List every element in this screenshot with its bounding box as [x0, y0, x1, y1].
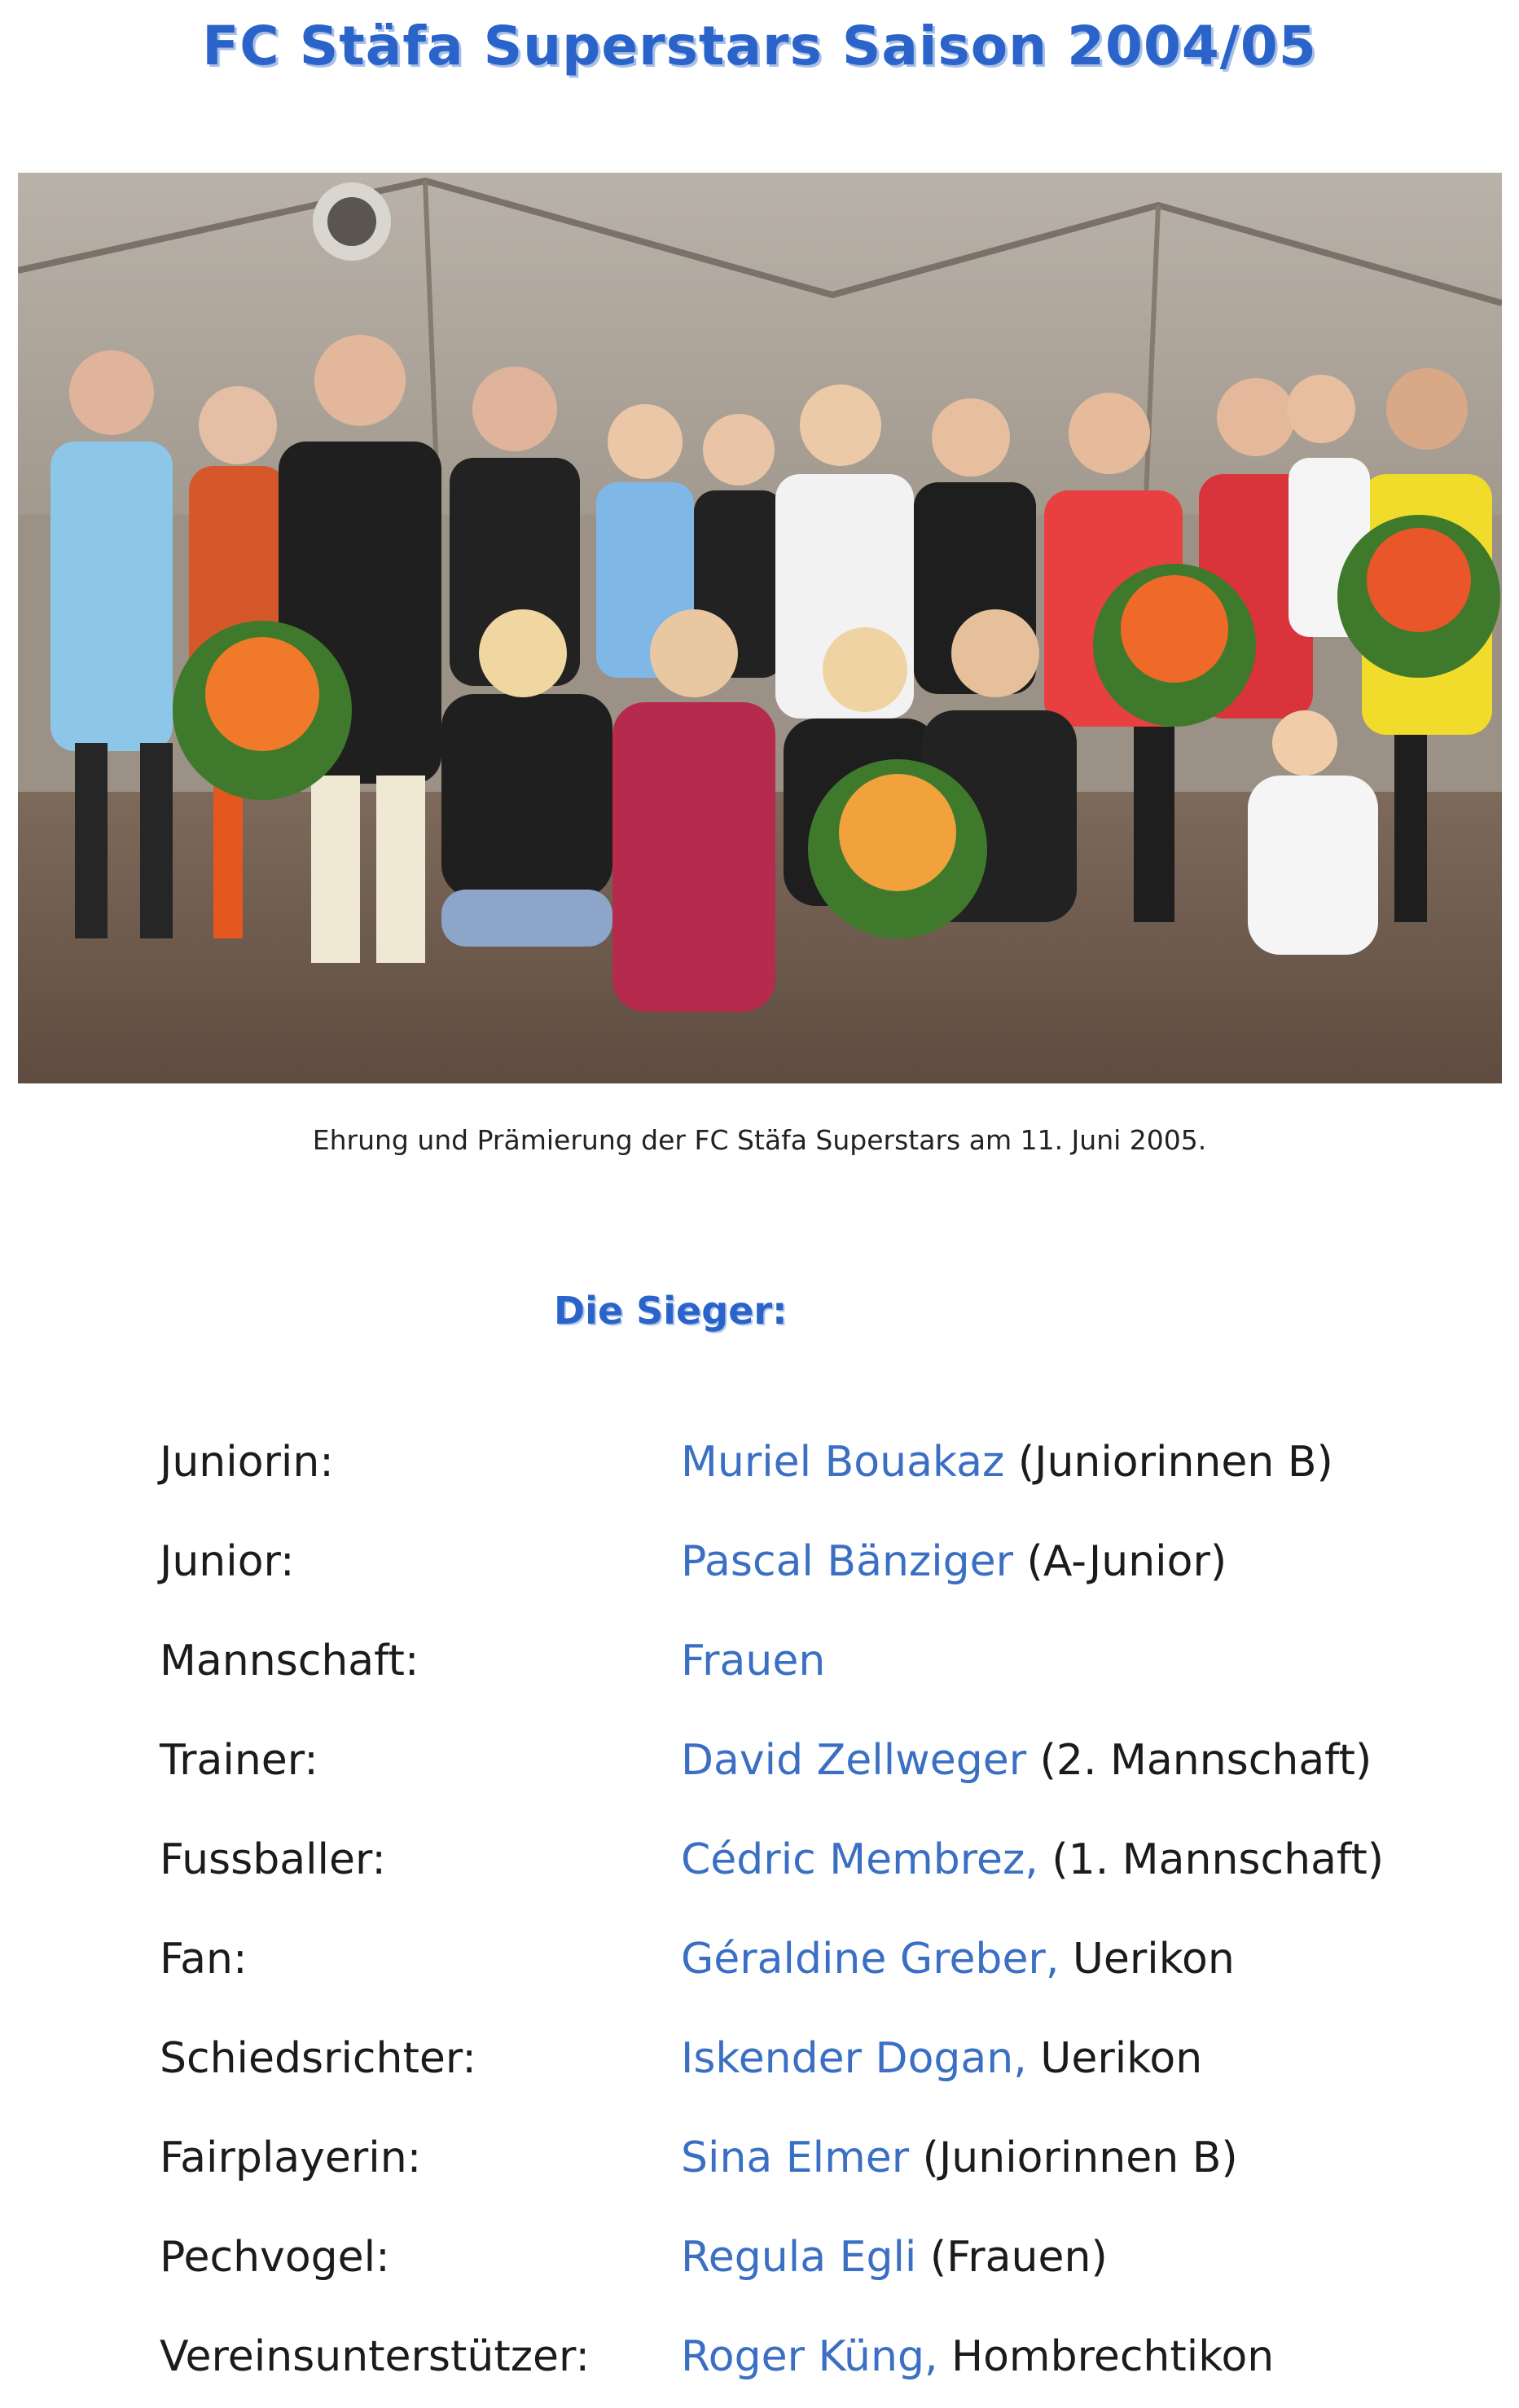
- winner-name: Géraldine Greber,: [681, 1935, 1060, 1984]
- winner-name: Regula Egli: [681, 2233, 917, 2282]
- award-winner: [681, 1430, 1333, 1495]
- winner-detail: Uerikon: [1026, 2034, 1203, 2083]
- award-row: [160, 1628, 1495, 1694]
- winner-detail: (2. Mannschaft): [1026, 1736, 1372, 1785]
- award-row: [160, 2225, 1495, 2290]
- winner-detail: (1. Mannschaft): [1038, 1835, 1385, 1884]
- award-winner: [681, 2026, 1202, 2091]
- award-winner: [681, 2324, 1274, 2389]
- award-winner: [681, 1529, 1227, 1594]
- award-row: [160, 2125, 1495, 2190]
- award-category: Fussballer:: [160, 1835, 386, 1884]
- award-row: [160, 1529, 1495, 1594]
- award-category: Fairplayerin:: [160, 2133, 422, 2182]
- award-winner: [681, 1927, 1235, 1992]
- winner-detail: Uerikon: [1059, 1935, 1235, 1984]
- winner-name: Sina Elmer: [681, 2133, 910, 2182]
- award-category: Mannschaft:: [160, 1637, 419, 1685]
- winners-heading: Die Sieger:: [554, 1289, 788, 1333]
- winner-detail: Hombrechtikon: [937, 2332, 1275, 2381]
- winner-detail: (Juniorinnen B): [909, 2133, 1238, 2182]
- award-category: Schiedsrichter:: [160, 2034, 476, 2083]
- award-row: [160, 2026, 1495, 2091]
- team-photo: [18, 173, 1502, 1083]
- award-category: Junior:: [160, 1537, 295, 1586]
- winner-detail: (A-Junior): [1013, 1537, 1227, 1586]
- award-category: Trainer:: [160, 1736, 318, 1785]
- award-winner: [681, 2125, 1238, 2190]
- award-category: Fan:: [160, 1935, 248, 1984]
- winner-name: David Zellweger: [681, 1736, 1027, 1785]
- team-photo-illustration: [18, 173, 1502, 1083]
- award-row: [160, 2324, 1495, 2389]
- award-winner: [681, 1827, 1384, 1892]
- award-row: [160, 1430, 1495, 1495]
- winner-name: Iskender Dogan,: [681, 2034, 1027, 2083]
- award-winner: [681, 1628, 825, 1694]
- page-title: FC Stäfa Superstars Saison 2004/05: [202, 15, 1317, 77]
- winner-name: Pascal Bänziger: [681, 1537, 1014, 1586]
- award-row: [160, 1927, 1495, 1992]
- award-row: [160, 1728, 1495, 1793]
- photo-caption: Ehrung und Prämierung der FC Stäfa Superstars am 11. Juni 2005.: [312, 1124, 1207, 1156]
- award-winner: [681, 2225, 1108, 2290]
- award-category: Pechvogel:: [160, 2233, 390, 2282]
- winner-name: Muriel Bouakaz: [681, 1438, 1005, 1487]
- award-category: Vereinsunterstützer:: [160, 2332, 590, 2381]
- award-category: Juniorin:: [160, 1438, 334, 1487]
- award-winner: [681, 1728, 1372, 1793]
- winner-name: Roger Küng,: [681, 2332, 938, 2381]
- winner-name: Frauen: [681, 1637, 826, 1685]
- winner-name: Cédric Membrez,: [681, 1835, 1038, 1884]
- winner-detail: (Frauen): [916, 2233, 1108, 2282]
- winner-detail: (Juniorinnen B): [1004, 1438, 1333, 1487]
- award-row: [160, 1827, 1495, 1892]
